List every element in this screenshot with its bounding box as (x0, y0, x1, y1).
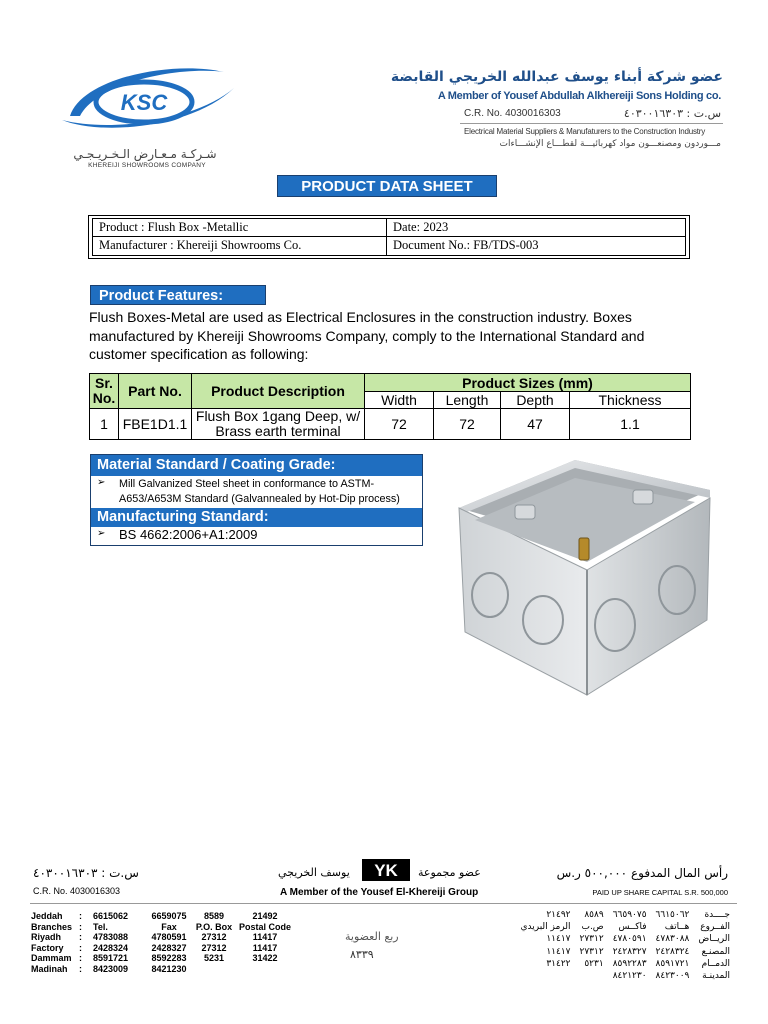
footer-contact-cell-arabic: ٨٥٩١٧٢١ (655, 958, 690, 969)
footer-capital-english: PAID UP SHARE CAPITAL S.R. 500,000 (592, 888, 728, 897)
info-table (92, 218, 686, 256)
footer-contact-cell: 4783088 (93, 932, 129, 943)
footer-contact-cell: 6659075 (151, 911, 187, 921)
footer-contact-cell: Branches (31, 921, 73, 932)
footer-contact-cell: Jeddah (31, 911, 63, 921)
header-product-description: Product Description (192, 374, 365, 409)
footer-contact-cell: 11417 (252, 942, 278, 953)
footer-contact-cell-arabic (511, 970, 570, 982)
footer-contact-cell: Postal Code (238, 921, 291, 932)
yk-logo-text: YK (374, 861, 398, 880)
cell-description: Flush Box 1gang Deep, w/ Brass earth terminal (192, 409, 365, 440)
footer-contact-cell-arabic: المصنـع (701, 946, 730, 957)
footer-contact-cell: : (79, 942, 82, 953)
suppliers-statement-arabic: مـــوردون ومصنعـــون مواد كهربائيـــة لقطـــاع الإنشـــاءات (499, 139, 721, 149)
footer-contact-cell: 5231 (203, 953, 225, 964)
footer-contact-cell-arabic: الرمز البريدي (520, 922, 571, 933)
bullet-arrow-icon: ➢ (97, 528, 106, 539)
footer-contact-cell-arabic: ٢٧٣١٢ (579, 934, 604, 945)
info-manufacturer: Manufacturer : Khereiji Showrooms Co. (93, 237, 387, 255)
cell-depth: 47 (501, 409, 570, 440)
footer-contact-cell (235, 964, 295, 975)
footer-contact-cell: : (79, 911, 82, 921)
yk-logo (362, 859, 410, 881)
footer-contact-cell (193, 964, 235, 975)
footer-contact-cell-arabic: الفــروع (700, 922, 730, 933)
cr-number-arabic: س.ت : ٤٠٣٠٠١٦٣٠٣ (623, 107, 721, 120)
footer-contact-cell-arabic: ص.ب (581, 922, 604, 933)
footer-contact-row (31, 964, 295, 975)
header-divider (460, 123, 723, 124)
footer-contact-cell: 4780591 (151, 932, 187, 943)
footer-contact-cell-arabic: الدمــام (701, 958, 730, 969)
member-statement-english: A Member of Yousef Abdullah Alkhereiji Sons Holding co. (437, 90, 721, 102)
header-width: Width (365, 392, 434, 409)
footer-contact-cell-arabic: ٢١٤٩٢ (546, 910, 571, 920)
footer-contact-cell: Madinah (31, 963, 68, 974)
footer-contact-cell-arabic: ٣١٤٢٢ (546, 958, 571, 969)
footer-contact-cell-arabic: ١١٤١٧ (546, 934, 571, 945)
page-title: PRODUCT DATA SHEET (277, 175, 497, 197)
material-standard-item: Mill Galvanized Steel sheet in conformance to ASTM-A653/A653M Standard (Galvannealed by Hot-Dip process) (119, 478, 400, 505)
footer-contact-cell: Fax (161, 921, 177, 932)
table-row (90, 409, 691, 440)
info-date: Date: 2023 (387, 219, 685, 237)
footer-contact-cell: P.O. Box (195, 921, 233, 932)
header-sr-no: Sr. No. (90, 374, 119, 409)
footer-member-english: A Member of the Yousef El-Khereiji Group (280, 887, 479, 898)
footer-contact-cell: 27312 (201, 932, 227, 943)
footer-contact-cell-arabic: فاكــس (618, 922, 647, 933)
footer-contact-cell-arabic: ٤٧٨٠٥٩١ (612, 934, 647, 945)
features-text: Flush Boxes-Metal are used as Electrical Enclosures in the construction industry. Boxes manufactured by Khereiji Showrooms Company, comply to the International Standard and customer specification as following: (89, 309, 645, 362)
footer-contact-cell-arabic: ٨٤٢٣٠٠٩ (655, 971, 690, 982)
material-standard-heading: Material Standard / Coating Grade: (91, 455, 422, 476)
manufacturing-standard-item: BS 4662:2006+A1:2009 (119, 527, 258, 542)
header-depth: Depth (501, 392, 570, 409)
footer-contacts-english (31, 911, 295, 975)
footer-contact-cell: 8592283 (151, 953, 187, 964)
footer-contact-cell-arabic: ٦٦٥٩٠٧٥ (612, 910, 647, 920)
footer-contact-cell: 31422 (252, 953, 278, 964)
suppliers-statement-english: Electrical Material Suppliers & Manufaturers to the Construction Industry (464, 127, 706, 136)
footer-contact-cell: Tel. (93, 921, 108, 932)
bullet-arrow-icon: ➢ (97, 477, 106, 488)
features-heading: Product Features: (90, 285, 266, 305)
footer-divider (30, 903, 737, 904)
member-statement-arabic: عضو شركة أبناء يوسف عبدالله الخريجي القابضة (390, 69, 723, 85)
cr-number-english: C.R. No. 4030016303 (464, 108, 561, 119)
footer-contact-cell-arabic: ٥٢٣١ (584, 958, 604, 969)
footer-contact-row (31, 911, 295, 922)
footer-contact-row-arabic (511, 958, 730, 970)
footer-contact-cell-arabic: ٢٧٣١٢ (579, 946, 604, 957)
footer-contact-cell: Riyadh (31, 932, 62, 943)
cell-sr: 1 (90, 409, 119, 440)
footer-contact-cell-arabic: ٨٤٢١٢٣٠ (612, 971, 647, 982)
footer-member-arabic-right: عضو مجموعة (418, 866, 481, 879)
footer-contact-cell: 27312 (201, 942, 227, 953)
footer-contact-cell-arabic: ٢٤٢٨٣٢٧ (612, 946, 647, 957)
cell-thickness: 1.1 (570, 409, 691, 440)
footer-contact-cell-arabic (571, 970, 604, 982)
footer-contact-cell-arabic: ٢٤٢٨٣٢٤ (655, 946, 690, 957)
footer-contact-cell: : (79, 932, 82, 943)
logo-subtitle-arabic: شـركـة مـعـارض الـخـريـجـي (73, 147, 217, 161)
footer-contact-cell: 8591721 (93, 953, 129, 964)
manufacturing-standard-heading: Manufacturing Standard: (91, 508, 422, 527)
footer-contact-cell: : (79, 921, 82, 932)
footer-contact-cell: 8423009 (93, 963, 129, 974)
footer-contact-cell: 8589 (203, 911, 225, 921)
footer-contact-row-arabic (511, 909, 730, 921)
footer-contact-cell-arabic: الريــاض (698, 934, 730, 945)
footer-contact-cell: Dammam (31, 953, 72, 964)
footer-contact-cell: 6615062 (93, 911, 129, 921)
footer-capital-arabic: رأس المال المدفوع ٥٠٠,٠٠٠ ر.س (556, 866, 728, 880)
footer-contact-cell-arabic: هــاتف (664, 922, 690, 933)
footer-contact-cell: Factory (31, 942, 64, 953)
footer-contact-cell: : (79, 953, 82, 964)
footer-contact-cell-arabic: ٨٥٩٢٢٨٣ (612, 958, 647, 969)
footer-stamp-number: ٨٣٣٩ (350, 948, 374, 961)
footer-contact-cell: 8421230 (151, 963, 187, 974)
footer-contact-row (31, 953, 295, 964)
footer-contact-cell: 2428327 (151, 942, 187, 953)
footer-cr-arabic: س.ت : ٤٠٣٠٠١٦٣٠٣ (33, 866, 139, 880)
info-product: Product : Flush Box -Metallic (93, 219, 387, 237)
footer-contact-cell-arabic: ٤٧٨٣٠٨٨ (655, 934, 690, 945)
header-product-sizes: Product Sizes (mm) (365, 374, 691, 392)
footer-contact-cell: 11417 (252, 932, 278, 943)
footer-contact-cell-arabic: ٨٥٨٩ (584, 910, 604, 920)
footer-contact-row (31, 922, 295, 933)
product-table (89, 373, 691, 440)
footer-contact-cell: 2428324 (93, 942, 129, 953)
footer-contact-row-arabic (511, 933, 730, 945)
cell-part-no: FBE1D1.1 (119, 409, 192, 440)
footer-contact-row-arabic (511, 946, 730, 958)
footer-contact-row-arabic (511, 921, 730, 933)
cell-width: 72 (365, 409, 434, 440)
logo-text: KSC (120, 90, 168, 115)
logo-subtitle-english: KHEREIJI SHOWROOMS COMPANY (88, 162, 206, 169)
footer-contact-cell: 21492 (252, 911, 278, 921)
product-photo (445, 450, 723, 705)
header-thickness: Thickness (570, 392, 691, 409)
footer-contact-cell: : (79, 963, 82, 974)
footer-contact-row (31, 932, 295, 943)
footer-contacts-arabic (511, 909, 730, 982)
footer-cr-english: C.R. No. 4030016303 (33, 886, 121, 896)
footer-member-arabic-left: يوسف الخريجي (278, 866, 350, 879)
footer-contact-row (31, 943, 295, 954)
footer-contact-cell-arabic: ١١٤١٧ (546, 946, 571, 957)
info-document-number: Document No.: FB/TDS-003 (393, 238, 539, 252)
footer-contact-row-arabic (511, 970, 730, 982)
footer-stamp: ربع العضوية (345, 930, 399, 943)
footer-contact-cell-arabic: جــــدة (704, 910, 730, 920)
header-length: Length (434, 392, 501, 409)
cell-length: 72 (434, 409, 501, 440)
header-part-no: Part No. (119, 374, 192, 409)
footer-contact-cell-arabic: ٦٦١٥٠٦٢ (655, 910, 690, 920)
footer-contact-cell-arabic: المدينـة (702, 971, 730, 982)
